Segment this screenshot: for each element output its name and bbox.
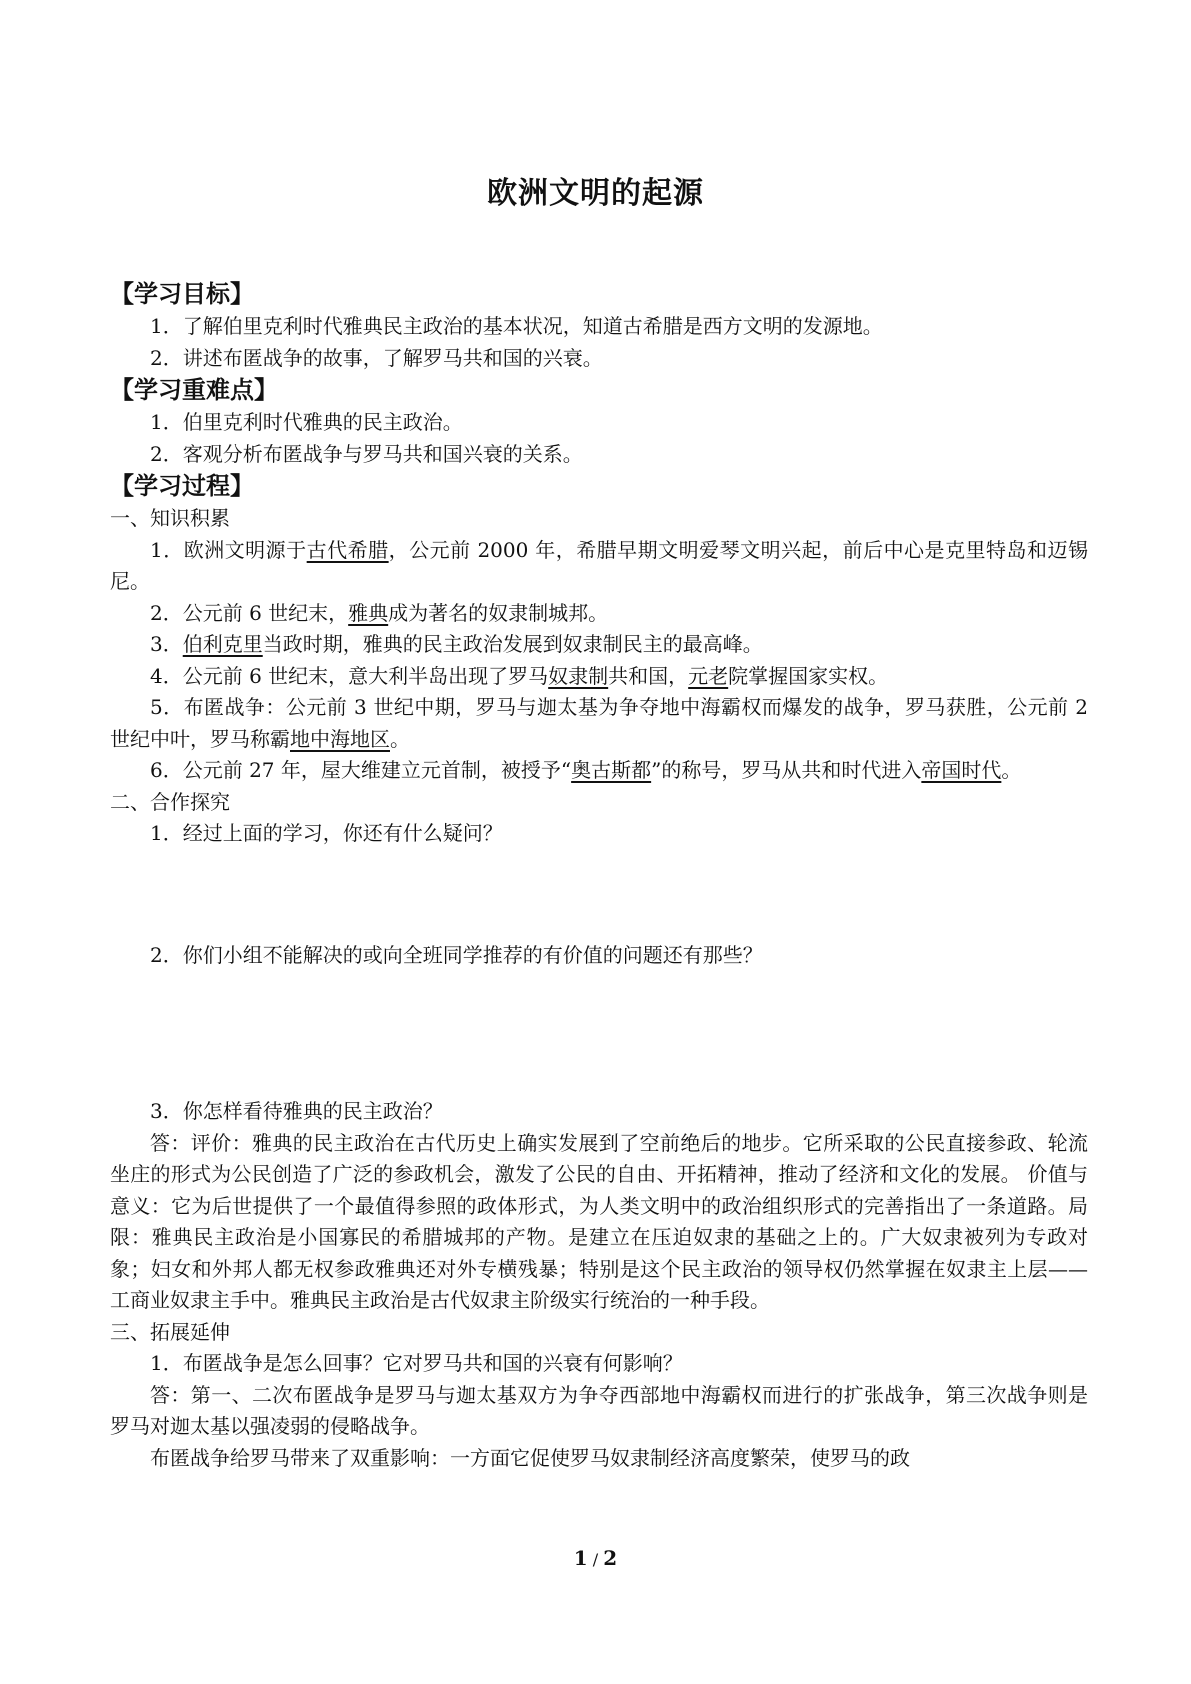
underlined-answer: 古代希腊: [306, 537, 389, 562]
answer-paragraph: 答：评价：雅典的民主政治在古代历史上确实发展到了空前绝后的地步。它所采取的公民直接参政、轮流坐庄的形式为公民创造了广泛的参政机会，激发了公民的自由、开拓精神，推动了经济和文化的发展。 价值与意义：它为后世提供了一个最值得参照的政体形式，为人类文明中的政治组织形式的完善指出了一条道路。局限：雅典民主政治是小国寡民的希腊城邦的产物。是建立在压迫奴隶的基础之上的。广大奴隶被列为专政对象；妇女和外邦人都无权参政雅典还对外专横残暴；特别是这个民主政治的领导权仍然掌握在奴隶主上层——工商业奴隶主手中。雅典民主政治是古代奴隶主阶级实行统治的一种手段。: [110, 1130, 1088, 1312]
page-title: 欧洲文明的起源: [487, 176, 704, 211]
knowledge-item: 5．布匿战争：公元前 3 世纪中期，罗马与迦太基为争夺地中海霸权而爆发的战争，罗马获胜，公元前 2 世纪中叶，罗马称霸地中海地区。: [110, 695, 1088, 751]
section-title: 二、合作探究: [110, 789, 230, 814]
process-heading: 【学习过程】: [110, 472, 254, 500]
answer-paragraph: 答：第一、二次布匿战争是罗马与迦太基双方为争夺西部地中海霸权而进行的扩张战争，第三次战争则是罗马对迦太基以强凌弱的侵略战争。: [110, 1382, 1088, 1438]
section-title: 三、拓展延伸: [110, 1319, 230, 1344]
objective-item: 2．讲述布匿战争的故事，了解罗马共和国的兴衰。: [150, 345, 603, 370]
underlined-answer: 雅典: [348, 600, 389, 625]
page-number: 1 / 2: [573, 1546, 618, 1570]
question: 2．你们小组不能解决的或向全班同学推荐的有价值的问题还有那些？: [150, 942, 763, 967]
underlined-answer: 奥古斯都: [571, 758, 652, 782]
key-points-heading: 【学习重难点】: [110, 376, 278, 404]
answer-space: [110, 971, 1088, 1096]
knowledge-item: 2．公元前 6 世纪末，雅典成为著名的奴隶制城邦。: [150, 600, 609, 625]
key-point-item: 2．客观分析布匿战争与罗马共和国兴衰的关系。: [150, 441, 583, 466]
underlined-answer: 帝国时代: [921, 758, 1002, 782]
question: 3．你怎样看待雅典的民主政治？: [150, 1099, 443, 1123]
knowledge-item: 3．伯利克里当政时期，雅典的民主政治发展到奴隶制民主的最高峰。: [150, 632, 763, 656]
underlined-answer: 奴隶制: [548, 663, 609, 688]
key-point-item: 1．伯里克利时代雅典的民主政治。: [150, 410, 463, 434]
answer-space: [110, 850, 1088, 940]
underlined-answer: 元老: [688, 663, 729, 688]
knowledge-item: 1．欧洲文明源于古代希腊，公元前 2000 年，希腊早期文明爱琴文明兴起，前后中心是克里特岛和迈锡尼。: [110, 537, 1088, 593]
question: 1．布匿战争是怎么回事？它对罗马共和国的兴衰有何影响？: [150, 1351, 683, 1375]
answer-paragraph: 布匿战争给罗马带来了双重影响：一方面它促使罗马奴隶制经济高度繁荣，使罗马的政: [150, 1445, 910, 1470]
objective-item: 1．了解伯里克利时代雅典民主政治的基本状况，知道古希腊是西方文明的发源地。: [150, 314, 883, 338]
underlined-answer: 伯利克里: [182, 632, 263, 656]
document-body: [110, 278, 1088, 1474]
knowledge-item: 6．公元前 27 年，屋大维建立元首制，被授予“奥古斯都”的称号，罗马从共和时代进入帝国时代。: [150, 758, 1022, 782]
knowledge-item: 4．公元前 6 世纪末，意大利半岛出现了罗马奴隶制共和国，元老院掌握国家实权。: [150, 663, 889, 688]
question: 1．经过上面的学习，你还有什么疑问？: [150, 821, 503, 845]
objectives-heading: 【学习目标】: [110, 280, 254, 308]
underlined-answer: 地中海地区: [290, 726, 390, 751]
section-title: 一、知识积累: [110, 506, 230, 530]
